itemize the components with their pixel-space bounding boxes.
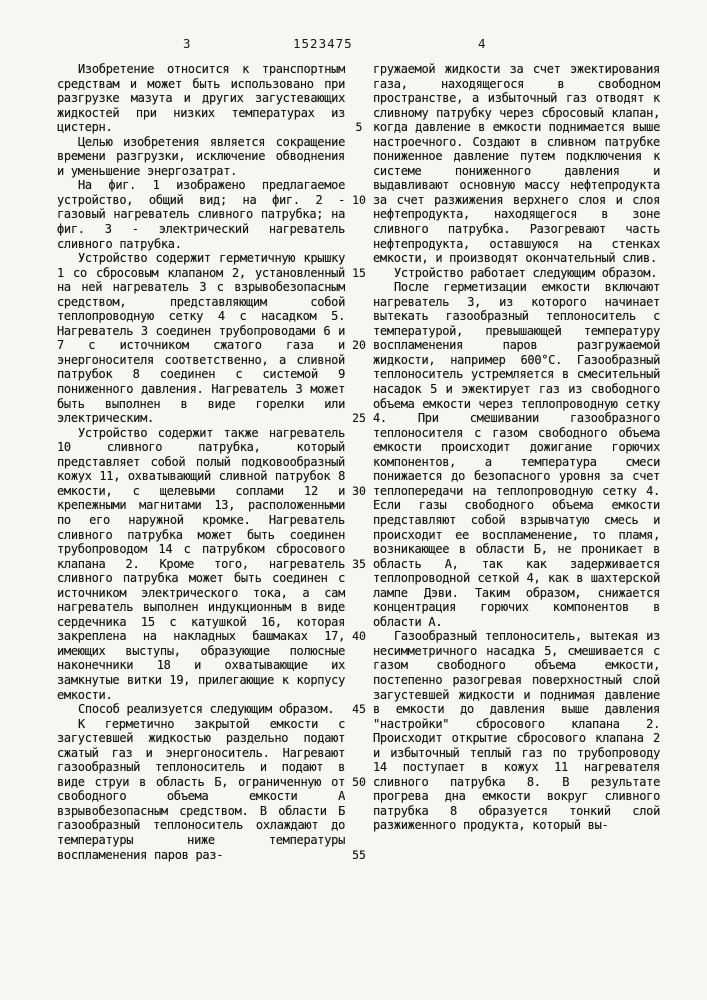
line-number: 55	[352, 847, 366, 862]
page-number-left: 3	[183, 36, 191, 51]
line-number: 50	[352, 774, 366, 789]
paragraph: гружаемой жидкости за счет эжектирования газа, находящегося в свободном пространстве, а избыточный газ отводят к сливному патрубку через сбросовый клапан, когда давление в емкости поднимается выше настроечного. Создают в сливном патрубке пониженное давление путем подключения к системе пониженного давления и выдавливают основную массу нефтепродукта за счет разжижения верхнего слоя и слоя нефтепродукта, находящегося в зоне сливного патрубка. Разогревают часть нефтепродукта, оставшуюся на стенках емкости, и производят окончательный слив.	[373, 62, 660, 266]
line-number: 5	[355, 120, 363, 135]
line-number: 15	[352, 265, 366, 280]
line-number-gutter	[345, 62, 373, 987]
patent-number: 1523475	[293, 36, 353, 51]
paragraph: Изобретение относится к транспортным средствам и может быть использовано при разгрузке мазута и других загустевающих жидкостей при низких температурах из цистерн.	[57, 62, 345, 135]
paragraph: На фиг. 1 изображено предлагаемое устройство, общий вид; на фиг. 2 - газовый нагреватель сливного патрубка; на фиг. 3 - электрический нагреватель сливного патрубка.	[57, 178, 345, 251]
line-number: 30	[352, 483, 366, 498]
line-number: 20	[352, 338, 366, 353]
line-number: 45	[352, 702, 366, 717]
paragraph: Устройство содержит также нагреватель 10 сливного патрубка, который представляет собой полый подковообразный кожух 11, охватывающий сливной патрубок 8 емкости, с щелевыми соплами 12 и крепежными магнитами 13, расположенными по его наружной кромке. Нагреватель сливного патрубка может быть соединен трубопроводом 14 с патрубком сбросового клапана 2. Кроме того, нагреватель сливного патрубка может быть соединен с источником электрического тока, а сам нагреватель выполнен индукционным в виде сердечника 15 с катушкой 16, которая закреплена на накладных башмаках 17, имеющих выступы, образующие полюсные наконечники 18 и охватывающие их замкнутые витки 19, прилегающие к корпусу емкости.	[57, 425, 345, 702]
paragraph: Устройство содержит герметичную крышку 1 со сбросовым клапаном 2, установленный на ней нагреватель 3 с взрывобезопасным средством, представляющим собой теплопроводную сетку 4 с насадком 5. Нагреватель 3 соединен трубопроводами 6 и 7 с источником сжатого газа и энергоносителя соответственно, а сливной патрубок 8 соединен с системой 9 пониженного давления. Нагреватель 3 может быть выполнен в виде горелки или электрическим.	[57, 251, 345, 426]
right-column	[373, 62, 660, 987]
paragraph: Способ реализуется следующим образом.	[78, 702, 335, 717]
line-number: 10	[352, 192, 366, 207]
paragraph: Целью изобретения является сокращение времени разгрузки, исключение обводнения и уменьшение энергозатрат.	[57, 134, 345, 178]
left-column	[57, 62, 345, 987]
paragraph: После герметизации емкости включают нагреватель 3, из которого начинает вытекать газообразный теплоноситель с температурой, превышающей температуру воспламенения паров разгружаемой жидкости, например 600°С. Газообразный теплоноситель устремляется в смесительный насадок 5 и эжектирует газ из свободного объема емкости через теплопроводную сетку 4. При смешивании газообразного теплоносителя с газом свободного объема емкости происходит дожигание горючих компонентов, а температура смеси понижается до безопасного уровня за счет теплопередачи на теплопроводную сетку 4. Если газы свободного объема емкости представляют собой взрывчатую смесь и происходит ее воспламенение, то пламя, возникающее в области Б, не проникает в область А, так как задерживается теплопроводной сеткой 4, как в шахтерской лампе Дэви. Таким образом, снижается концентрация горючих компонентов в области А.	[373, 280, 660, 629]
page-header	[0, 36, 707, 54]
line-number: 35	[352, 556, 366, 571]
paragraph: К герметично закрытой емкости с загустевшей жидкостью раздельно подают сжатый газ и энергоноситель. Нагревают газообразный теплоноситель и подают в виде струи в область Б, ограниченную от свободного объема емкости А взрывобезопасным средством. В области Б газообразный теплоноситель охлаждают до температуры ниже температуры воспламенения паров раз-	[57, 716, 345, 862]
page-content	[57, 62, 660, 987]
paragraph: Устройство работает следующим образом.	[394, 265, 658, 280]
line-number: 40	[352, 629, 366, 644]
line-number: 25	[352, 411, 366, 426]
paragraph: Газообразный теплоноситель, вытекая из несимметричного насадка 5, смешивается с газом свободного объема емкости, постепенно разогревая поверхностный слой загустевшей жидкости и поднимая давление в емкости до давления выше давления "настройки" сбросового клапана 2. Происходит открытие сбросового клапана 2 и избыточный теплый газ по трубопроводу 14 поступает в кожух 11 нагревателя сливного патрубка 8. В результате прогрева дна емкости вокруг сливного патрубка 8 образуется тонкий слой разжиженного продукта, который вы-	[373, 629, 660, 833]
page-number-right: 4	[478, 36, 486, 51]
